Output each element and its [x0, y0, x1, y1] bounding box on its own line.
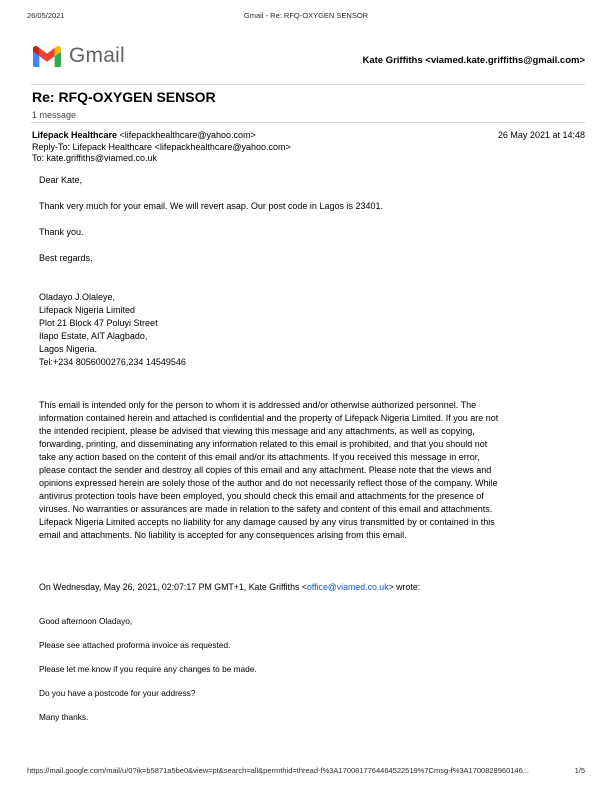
- message-date: 26 May 2021 at 14:48: [497, 130, 585, 140]
- message-header: [32, 130, 585, 165]
- footer-url: https://mail.google.com/mail/u/0?ik=b5871a5be0&view=pt&search=all&permthid=thread-f%3A1700817764464522519%7Cmsg-f%3A1700828960146...: [27, 766, 530, 775]
- greeting: Dear Kate,: [39, 175, 83, 185]
- message-body: [39, 174, 501, 736]
- divider-subject: [31, 122, 585, 123]
- reply-to-line: Reply-To: Lifepack Healthcare <lifepackhealthcare@yahoo.com>: [32, 141, 291, 152]
- signature-line: Tel:+234 8056000276,234 14549546: [39, 357, 186, 367]
- signature-line: Lagos Nigeria.: [39, 344, 98, 354]
- body-paragraph: Thank you.: [39, 227, 84, 237]
- signature-line: Oladayo J.Olaleye,: [39, 292, 116, 302]
- quoted-paragraph: Please let me know if you require any changes to be made.: [39, 664, 257, 674]
- signature-line: Ilapo Estate, AIT Alagbado,: [39, 331, 148, 341]
- quoted-header-suffix: > wrote:: [388, 582, 421, 592]
- signature-line: Lifepack Nigeria Limited: [39, 305, 136, 315]
- subject-block: [32, 89, 585, 120]
- message-count: 1 message: [32, 110, 77, 120]
- quoted-paragraph: Good afternoon Oladayo,: [39, 616, 133, 626]
- quoted-message-body: [39, 616, 501, 723]
- to-line: To: kate.griffiths@viamed.co.uk: [32, 153, 158, 163]
- print-title: Gmail - Re: RFQ-OXYGEN SENSOR: [243, 11, 369, 20]
- footer-page-number: 1/5: [574, 766, 585, 775]
- sender-name: Lifepack Healthcare: [32, 130, 118, 140]
- print-header: [27, 11, 585, 21]
- gmail-logo-icon: [33, 46, 61, 67]
- quoted-paragraph: Please see attached proforma invoice as requested.: [39, 640, 231, 650]
- quoted-message-header: [39, 581, 501, 593]
- sender-row: [32, 130, 585, 142]
- account-email: Kate Griffiths <viamed.kate.griffiths@gmail.com>: [362, 55, 585, 66]
- gmail-header: [33, 44, 585, 68]
- gmail-wordmark: Gmail: [69, 44, 125, 67]
- signature-line: Plot 21 Block 47 Poluyi Street: [39, 318, 158, 328]
- print-footer: [27, 766, 585, 775]
- gmail-brand: [33, 44, 125, 68]
- sender: [32, 130, 256, 142]
- print-date: 26/05/2021: [27, 11, 65, 20]
- subject-title: Re: RFQ-OXYGEN SENSOR: [32, 89, 216, 105]
- body-paragraph: Thank very much for your email. We will revert asap. Our post code in Lagos is 23401.: [39, 201, 383, 211]
- quoted-paragraph: Many thanks.: [39, 712, 89, 722]
- divider-top: [31, 84, 585, 85]
- signature-block: [39, 291, 501, 369]
- body-paragraph: Best regards,: [39, 253, 93, 263]
- quoted-sender-email-link[interactable]: office@viamed.co.uk: [306, 582, 389, 592]
- disclaimer-text: This email is intended only for the person to whom it is addressed and/or otherwise authorized personnel. The information contained herein and attached is confidential and the property of Lifepack Nigeria Limited. If you are not the intended recipient, please be advised that viewing this message and any attachments, as well as copying, forwarding, printing, and disseminating any information related to this email is prohibited, and that you should not take any action based on the content of this email and/or its attachments. If you received this message in error, please contact the sender and destroy all copies of this email and any attachment. Please note that the views and opinions expressed herein are solely those of the author and do not necessarily reflect those of the company. While antivirus protection tools have been employed, you should check this email and attachments for the presence of viruses. No warranties or assurances are made in relation to the safety and content of this email and attachments. Lifepack Nigeria Limited accepts no liability for any damage caused by any virus transmitted by or contained in this email and attachments. No liability is accepted for any consequences arising from this email.: [39, 400, 499, 540]
- sender-email: <lifepackhealthcare@yahoo.com>: [117, 130, 256, 140]
- quoted-paragraph: Do you have a postcode for your address?: [39, 688, 196, 698]
- quoted-header-prefix: On Wednesday, May 26, 2021, 02:07:17 PM GMT+1, Kate Griffiths <: [39, 582, 307, 592]
